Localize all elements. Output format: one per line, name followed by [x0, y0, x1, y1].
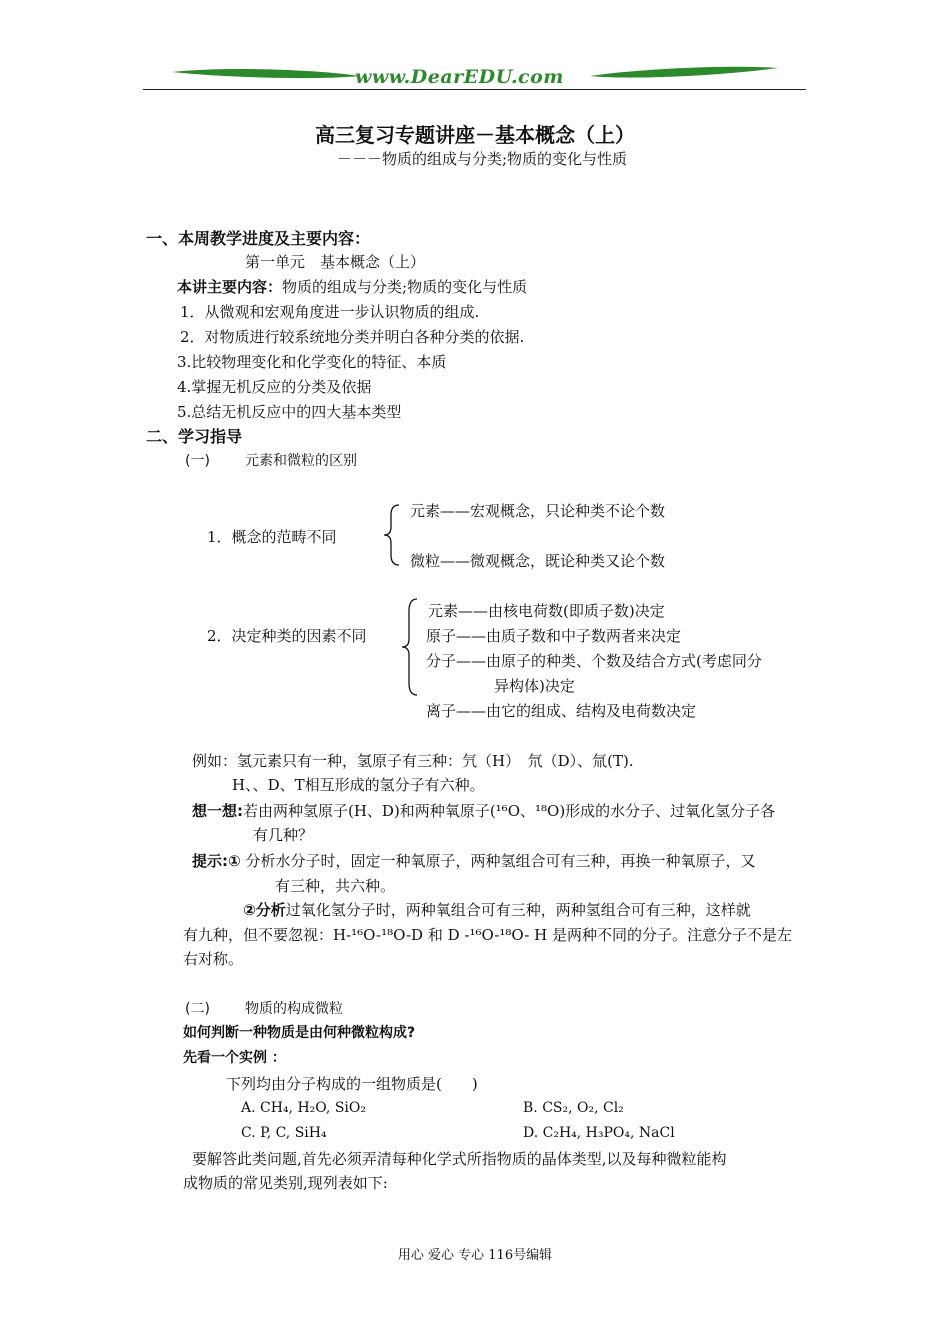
unit-line: 第一单元 基本概念（上） — [245, 253, 426, 271]
point2-item: 原子——由质子数和中子数两者来决定 — [426, 627, 682, 645]
objective-item: 1．从微观和宏观角度进一步认识物质的组成. — [180, 303, 480, 321]
hint2-line: 右对称。 — [183, 950, 244, 968]
page-title: 高三复习专题讲座－基本概念（上） — [315, 123, 635, 147]
hint2-line: 有九种，但不要忽视：H-¹⁶O-¹⁸O-D 和 D -¹⁶O-¹⁸O- H 是两种不同的分子。注意分子不是左 — [183, 926, 792, 944]
main-content-label: 本讲主要内容： — [177, 278, 283, 296]
point1-item: 元素——宏观概念，只论种类不论个数 — [410, 502, 666, 520]
main-content-line — [177, 278, 527, 296]
point2-item: 异构体)决定 — [494, 677, 575, 695]
hint2-label: ②分析 — [243, 901, 286, 919]
hint-line: 有三种，共六种。 — [275, 877, 396, 895]
hint2-line — [243, 901, 751, 919]
think-text: 若由两种氢原子(H、D)和两种氧原子(¹⁶O、¹⁸O)形成的水分子、过氧化氢分子各 — [243, 802, 776, 820]
subsection1-title: 元素和微粒的区别 — [245, 453, 357, 469]
section1-heading: 一、本周教学进度及主要内容： — [146, 229, 371, 248]
hint2-text: 过氧化氢分子时，两种氧组合可有三种，两种氢组合可有三种，这样就 — [285, 901, 751, 919]
closing-line: 要解答此类问题,首先必须弄清每种化学式所指物质的晶体类型,以及每种微粒能构 — [192, 1150, 727, 1168]
point2-item: 分子——由原子的种类、个数及结合方式(考虑同分 — [426, 652, 762, 670]
page-subtitle: －－－物质的组成与分类;物质的变化与性质 — [337, 150, 628, 168]
point2-label: 2．决定种类的因素不同 — [207, 627, 367, 645]
objective-item: 4.掌握无机反应的分类及依据 — [177, 378, 372, 396]
think-line — [192, 802, 775, 820]
option-c: C. P, C, SiH₄ — [241, 1125, 327, 1141]
objective-item: 5.总结无机反应中的四大基本类型 — [177, 403, 402, 421]
option-b: B. CS₂, O₂, Cl₂ — [523, 1100, 624, 1116]
think-line: 有几种？ — [253, 826, 314, 844]
example-line: 例如：氢元素只有一种，氢原子有三种：氕（H） 氘（D）、氚(T). — [192, 752, 634, 770]
example-intro: 先看一个实例 ： — [183, 1050, 286, 1066]
header-rule — [143, 89, 806, 90]
logo-text: www.DearEDU.com — [355, 66, 564, 88]
objective-item: 2．对物质进行较系统地分类并明白各种分类的依据. — [180, 328, 525, 346]
hint-label: 提示:① — [192, 852, 241, 870]
think-label: 想一想: — [192, 802, 243, 820]
main-content-text: 物质的组成与分类;物质的变化与性质 — [282, 278, 528, 296]
point1-item: 微粒——微观概念，既论种类又论个数 — [410, 552, 666, 570]
option-a: A. CH₄, H₂O, SiO₂ — [241, 1100, 366, 1116]
point2-item: 元素——由核电荷数(即质子数)决定 — [428, 602, 665, 620]
brace-icon — [400, 597, 420, 697]
point1-label: 1．概念的范畴不同 — [207, 528, 337, 546]
subsection1-number: (一) — [185, 453, 210, 469]
section2-heading: 二、学习指导 — [146, 427, 243, 446]
subsection2-title: 物质的构成微粒 — [245, 1001, 343, 1017]
question-line: 如何判断一种物质是由何种微粒构成? — [183, 1025, 416, 1041]
subsection2-number: (二) — [185, 1001, 210, 1017]
problem-stem: 下列均由分子构成的一组物质是( ) — [226, 1075, 478, 1093]
example-line: H、、D、T相互形成的氢分子有六种。 — [232, 776, 485, 794]
page-footer: 用心 爱心 专心 116号编辑 — [397, 1248, 553, 1263]
hint-text: 分析水分子时，固定一种氧原子，两种氢组合可有三种，再换一种氧原子，又 — [245, 852, 756, 870]
hint-line — [192, 852, 756, 870]
option-d: D. C₂H₄, H₃PO₄, NaCl — [523, 1125, 675, 1141]
point2-item: 离子——由它的组成、结构及电荷数决定 — [426, 702, 697, 720]
objective-item: 3.比较物理变化和化学变化的特征、本质 — [177, 353, 447, 371]
closing-line: 成物质的常见类别,现列表如下: — [183, 1174, 388, 1192]
brace-icon — [382, 503, 402, 567]
